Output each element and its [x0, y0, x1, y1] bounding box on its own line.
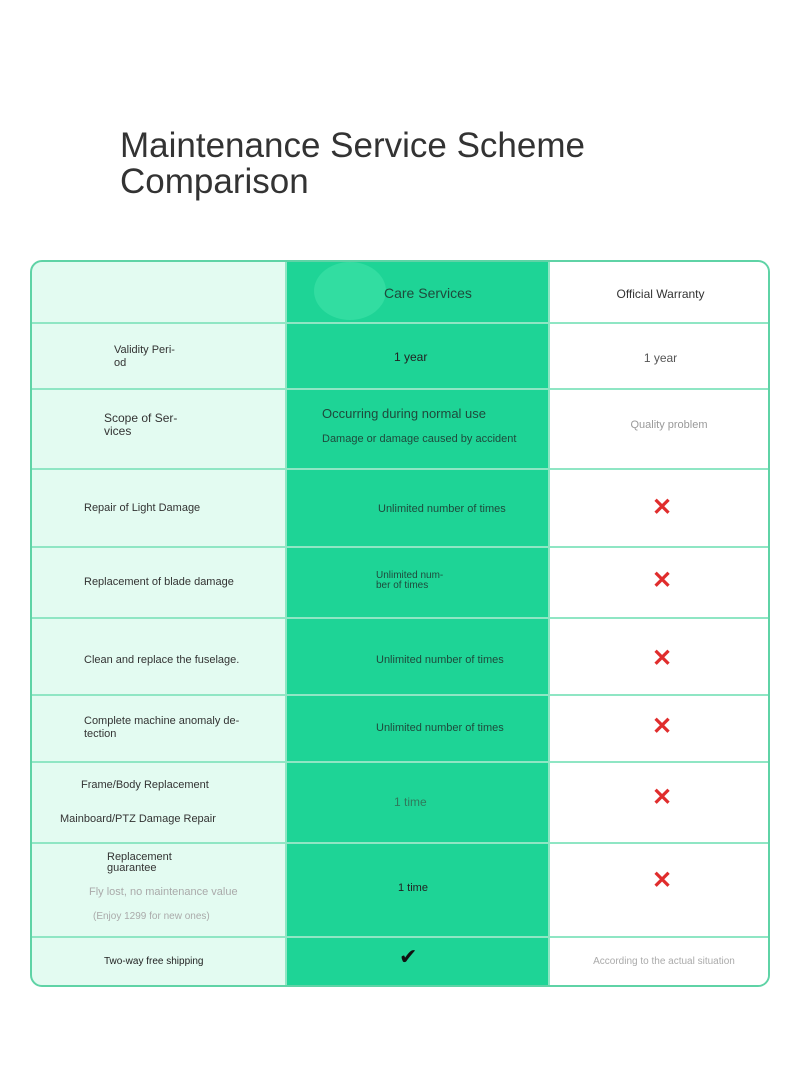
official-fuselage-cross-icon: ✕: [651, 645, 673, 672]
column-divider: [548, 262, 550, 985]
official-free-shipping: According to the actual situation: [593, 956, 735, 967]
care-anomaly-detection: Unlimited number of times: [376, 722, 504, 734]
care-frame-replacement: 1 time: [394, 795, 427, 809]
care-blade-damage: Unlimited num- ber of times: [376, 570, 444, 591]
row-divider: [32, 617, 770, 619]
official-light-damage-cross-icon: ✕: [651, 494, 673, 521]
row-label-validity: Validity Peri- od: [114, 344, 175, 369]
header-official-warranty: Official Warranty: [616, 287, 705, 301]
care-services-column: [285, 262, 549, 985]
row-label-light-damage: Repair of Light Damage: [84, 502, 201, 514]
row-divider: [32, 388, 770, 390]
row-divider: [32, 546, 770, 548]
row-divider: [32, 694, 770, 696]
row-divider: [32, 936, 770, 938]
official-scope: Quality problem: [630, 419, 708, 431]
row-divider: [32, 761, 770, 763]
row-label-anomaly-detection: Complete machine anomaly de- tection: [84, 715, 240, 740]
official-anomaly-detection-cross-icon: ✕: [651, 713, 673, 740]
official-frame-replacement-cross-icon: ✕: [651, 784, 673, 811]
header-glow-decoration: [314, 262, 386, 320]
care-replacement-guarantee: 1 time: [398, 882, 428, 894]
official-replacement-guarantee-cross-icon: ✕: [651, 867, 673, 894]
care-scope-line1: Occurring during normal use: [322, 406, 487, 421]
column-divider: [285, 262, 287, 985]
row-label-fuselage: Clean and replace the fuselage.: [84, 654, 240, 666]
row-divider: [32, 842, 770, 844]
row-label-scope: Scope of Ser- vices: [104, 411, 178, 438]
row-label-blade-damage: Replacement of blade damage: [84, 576, 234, 588]
care-light-damage: Unlimited number of times: [378, 503, 506, 515]
care-free-shipping-check-icon: ✔: [399, 944, 418, 969]
comparison-table: [30, 260, 770, 987]
row-label-mainboard-repair: Mainboard/PTZ Damage Repair: [60, 813, 216, 825]
replacement-guarantee-offer: (Enjoy 1299 for new ones): [93, 911, 210, 922]
title-line-1: Maintenance Service Scheme: [120, 126, 585, 165]
official-blade-damage-cross-icon: ✕: [651, 567, 673, 594]
page-title: [120, 128, 720, 200]
official-validity: 1 year: [643, 351, 678, 365]
row-label-replacement-guarantee: Replacement guarantee: [107, 851, 172, 874]
title-line-2: Comparison: [120, 162, 309, 201]
row-divider: [32, 468, 770, 470]
row-divider: [32, 322, 770, 324]
care-fuselage: Unlimited number of times: [376, 654, 504, 666]
care-scope-line2: Damage or damage caused by accident: [322, 433, 517, 445]
care-validity: 1 year: [394, 350, 428, 364]
header-care-services: Care Services: [384, 285, 472, 301]
row-label-frame-replacement: Frame/Body Replacement: [81, 779, 209, 791]
row-label-free-shipping: Two-way free shipping: [104, 956, 204, 967]
replacement-guarantee-note: Fly lost, no maintenance value: [89, 886, 238, 898]
